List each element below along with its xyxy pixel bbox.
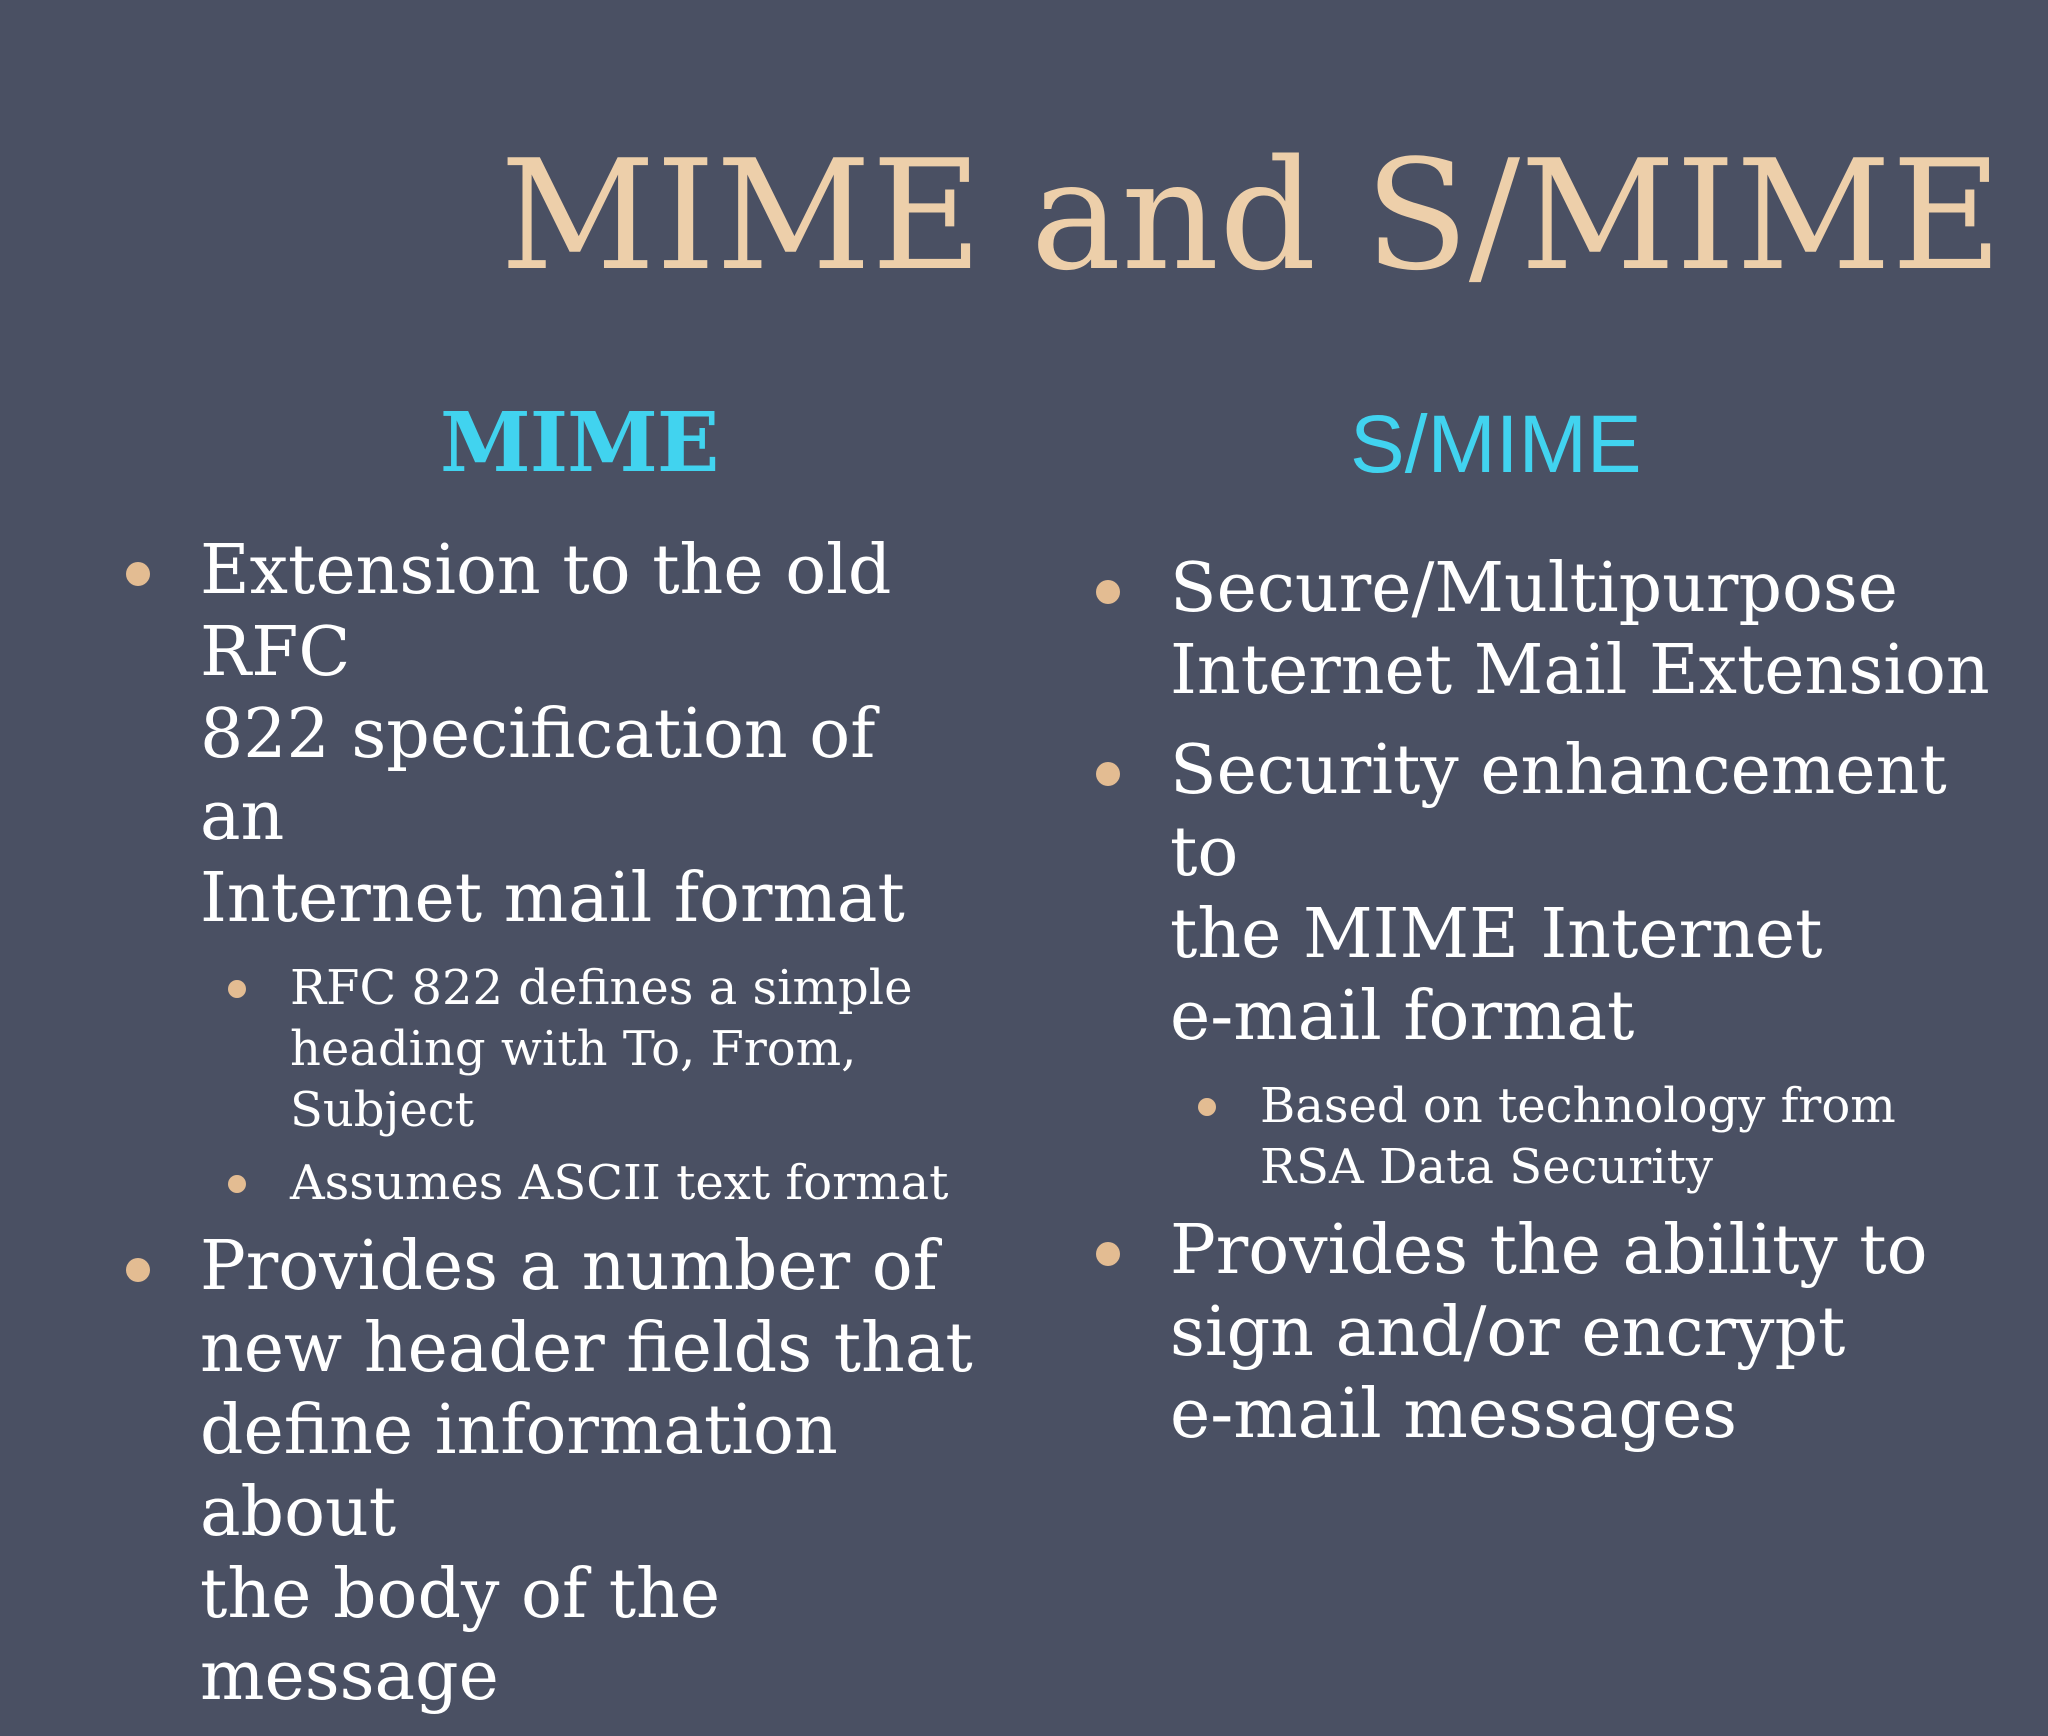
bullet-line: e-mail format [1170,977,1635,1056]
bullet-dot-icon [228,1175,246,1193]
mime-bullet-list [120,530,980,1736]
subbullet-line: RFC 822 defines a simple [290,960,913,1016]
mime-bullet-extension [120,530,980,940]
bullet-dot-icon [1198,1098,1216,1116]
bullet-line: new header fields that [200,1309,973,1388]
bullet-dot-icon [126,1258,150,1282]
subbullet-line: heading with To, From, [290,1021,857,1077]
mime-subbullet-ascii [120,1153,980,1214]
bullet-line: Internet Mail Extension [1170,631,1990,710]
smime-bullet-security-enhancement [1090,730,1990,1058]
bullet-line: define information about [200,1391,838,1552]
bullet-line: Secure/Multipurpose [1170,549,1899,628]
bullet-dot-icon [1096,762,1120,786]
bullet-line: Provides a number of [200,1227,938,1306]
bullet-line: sign and/or encrypt [1170,1293,1846,1372]
bullet-line: the body of the message [200,1555,721,1716]
bullet-line: Provides the ability to [1170,1211,1928,1290]
bullet-dot-icon [1096,1242,1120,1266]
bullet-line: e-mail messages [1170,1375,1738,1454]
mime-subbullet-rfc822-heading [120,958,980,1141]
smime-bullet-list [1090,548,1990,1474]
smime-subbullet-rsa [1090,1076,1990,1198]
bullet-dot-icon [228,980,246,998]
bullet-line: 822 specification of an [200,695,876,856]
bullet-line: the MIME Internet [1170,895,1823,974]
bullet-dot-icon [1096,580,1120,604]
subbullet-line: RSA Data Security [1260,1139,1713,1195]
smime-bullet-sign-encrypt [1090,1210,1990,1456]
mime-bullet-header-fields [120,1226,980,1718]
slide-title: MIME and S/MIME [500,127,2003,304]
bullet-line: Extension to the old RFC [200,531,892,692]
subbullet-line: Subject [290,1082,474,1138]
bullet-line: Internet mail format [200,859,905,938]
smime-bullet-definition [1090,548,1990,712]
subbullet-line: Assumes ASCII text format [290,1155,949,1211]
subbullet-line: Based on technology from [1260,1078,1896,1134]
smime-column-heading: S/MIME [1350,399,1642,490]
bullet-line: Security enhancement to [1170,731,1947,892]
mime-column-heading: MIME [440,395,719,491]
bullet-dot-icon [126,562,150,586]
